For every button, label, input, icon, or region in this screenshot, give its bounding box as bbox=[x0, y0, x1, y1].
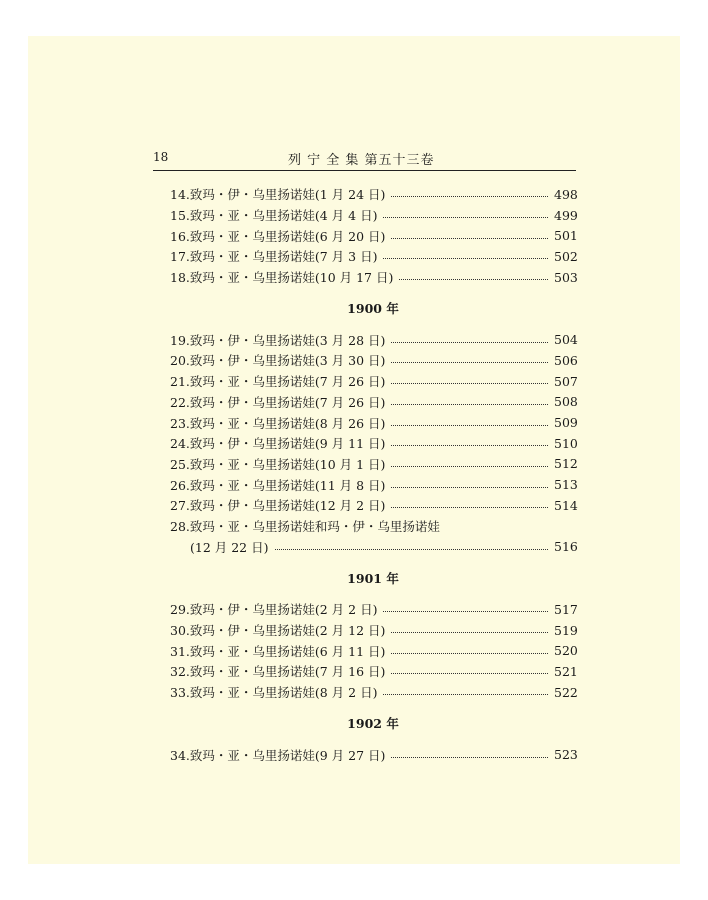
entry-page-number: 521 bbox=[554, 663, 578, 679]
entry-title: 25.致玛・亚・乌里扬诺娃(10 月 1 日) bbox=[170, 456, 386, 472]
year-heading: 1902 年 bbox=[347, 716, 399, 732]
dot-leader bbox=[391, 506, 548, 508]
dot-leader bbox=[383, 216, 548, 218]
entry-title: 24.致玛・伊・乌里扬诺娃(9 月 11 日) bbox=[170, 436, 386, 452]
entry-title: 18.致玛・亚・乌里扬诺娃(10 月 17 日) bbox=[170, 270, 394, 286]
entry-page-number: 503 bbox=[554, 269, 578, 285]
entry-page-number: 519 bbox=[554, 622, 578, 638]
toc-entry[interactable] bbox=[170, 599, 576, 620]
dot-leader bbox=[391, 486, 548, 488]
dot-leader bbox=[391, 424, 548, 426]
dot-leader bbox=[391, 652, 548, 654]
toc-entry[interactable] bbox=[170, 205, 576, 226]
entry-title: 30.致玛・伊・乌里扬诺娃(2 月 12 日) bbox=[170, 623, 386, 639]
page-number: 18 bbox=[153, 150, 169, 164]
toc-entry[interactable] bbox=[170, 412, 576, 433]
entry-title: 27.致玛・伊・乌里扬诺娃(12 月 2 日) bbox=[170, 498, 386, 514]
toc-entry[interactable] bbox=[170, 225, 576, 246]
entry-page-number: 501 bbox=[554, 228, 578, 244]
toc-entry[interactable] bbox=[170, 246, 576, 267]
book-title: 列 宁 全 集 第五十三卷 bbox=[288, 153, 435, 168]
running-header bbox=[153, 148, 576, 171]
toc-entry[interactable] bbox=[170, 682, 576, 703]
entry-page-number: 507 bbox=[554, 373, 578, 389]
entry-title: 22.致玛・伊・乌里扬诺娃(7 月 26 日) bbox=[170, 394, 386, 410]
toc-entry[interactable] bbox=[170, 536, 576, 557]
entry-title: 29.致玛・伊・乌里扬诺娃(2 月 2 日) bbox=[170, 602, 378, 618]
entry-title: 33.致玛・亚・乌里扬诺娃(8 月 2 日) bbox=[170, 685, 378, 701]
toc-entry[interactable] bbox=[170, 392, 576, 413]
dot-leader bbox=[391, 382, 548, 384]
table-of-contents bbox=[170, 184, 576, 765]
dot-leader bbox=[391, 465, 548, 467]
toc-entry[interactable] bbox=[170, 350, 576, 371]
entry-page-number: 522 bbox=[554, 684, 578, 700]
dot-leader bbox=[383, 693, 548, 695]
entry-title: 32.致玛・亚・乌里扬诺娃(7 月 16 日) bbox=[170, 664, 386, 680]
toc-entry[interactable] bbox=[170, 184, 576, 205]
entry-page-number: 504 bbox=[554, 332, 578, 348]
entry-page-number: 508 bbox=[554, 394, 578, 410]
entry-title: 17.致玛・亚・乌里扬诺娃(7 月 3 日) bbox=[170, 249, 378, 265]
entry-title: 20.致玛・伊・乌里扬诺娃(3 月 30 日) bbox=[170, 353, 386, 369]
dot-leader bbox=[391, 403, 548, 405]
entry-title: 23.致玛・亚・乌里扬诺娃(8 月 26 日) bbox=[170, 415, 386, 431]
toc-entry[interactable] bbox=[170, 474, 576, 495]
toc-entry[interactable] bbox=[170, 329, 576, 350]
toc-entry[interactable] bbox=[170, 744, 576, 765]
toc-entry[interactable] bbox=[170, 454, 576, 475]
dot-leader bbox=[391, 631, 548, 633]
entry-title: 19.致玛・伊・乌里扬诺娃(3 月 28 日) bbox=[170, 332, 386, 348]
toc-entry[interactable] bbox=[170, 516, 576, 537]
dot-leader bbox=[391, 756, 548, 758]
entry-title: 26.致玛・亚・乌里扬诺娃(11 月 8 日) bbox=[170, 477, 386, 493]
entry-title: 34.致玛・亚・乌里扬诺娃(9 月 27 日) bbox=[170, 747, 386, 763]
entry-title: 16.致玛・亚・乌里扬诺娃(6 月 20 日) bbox=[170, 228, 386, 244]
entry-page-number: 513 bbox=[554, 477, 578, 493]
entry-title: 28.致玛・亚・乌里扬诺娃和玛・伊・乌里扬诺娃 bbox=[170, 518, 440, 534]
entry-title: (12 月 22 日) bbox=[190, 539, 269, 555]
dot-leader bbox=[391, 361, 548, 363]
dot-leader bbox=[275, 548, 549, 550]
toc-entry[interactable] bbox=[170, 267, 576, 288]
dot-leader bbox=[399, 278, 548, 280]
entry-page-number: 520 bbox=[554, 643, 578, 659]
entry-page-number: 510 bbox=[554, 435, 578, 451]
year-heading: 1900 年 bbox=[347, 301, 399, 317]
entry-title: 21.致玛・亚・乌里扬诺娃(7 月 26 日) bbox=[170, 374, 386, 390]
entry-page-number: 499 bbox=[554, 207, 578, 223]
entry-title: 31.致玛・亚・乌里扬诺娃(6 月 11 日) bbox=[170, 643, 386, 659]
dot-leader bbox=[391, 672, 548, 674]
dot-leader bbox=[383, 257, 548, 259]
dot-leader bbox=[391, 341, 548, 343]
entry-page-number: 498 bbox=[554, 186, 578, 202]
toc-entry[interactable] bbox=[170, 495, 576, 516]
toc-entry[interactable] bbox=[170, 371, 576, 392]
year-heading: 1901 年 bbox=[347, 571, 399, 586]
entry-page-number: 509 bbox=[554, 415, 578, 431]
entry-title: 15.致玛・亚・乌里扬诺娃(4 月 4 日) bbox=[170, 208, 378, 224]
dot-leader bbox=[391, 195, 548, 197]
toc-entry[interactable] bbox=[170, 640, 576, 661]
dot-leader bbox=[391, 444, 548, 446]
toc-entry[interactable] bbox=[170, 620, 576, 641]
dot-leader bbox=[391, 237, 548, 239]
entry-page-number: 516 bbox=[554, 539, 578, 555]
dot-leader bbox=[383, 610, 548, 612]
entry-page-number: 523 bbox=[554, 747, 578, 763]
entry-page-number: 517 bbox=[554, 601, 578, 617]
entry-page-number: 502 bbox=[554, 248, 578, 264]
entry-page-number: 514 bbox=[554, 497, 578, 513]
toc-entry[interactable] bbox=[170, 661, 576, 682]
entry-title: 14.致玛・伊・乌里扬诺娃(1 月 24 日) bbox=[170, 187, 386, 203]
entry-page-number: 506 bbox=[554, 352, 578, 368]
entry-page-number: 512 bbox=[554, 456, 578, 472]
toc-entry[interactable] bbox=[170, 433, 576, 454]
